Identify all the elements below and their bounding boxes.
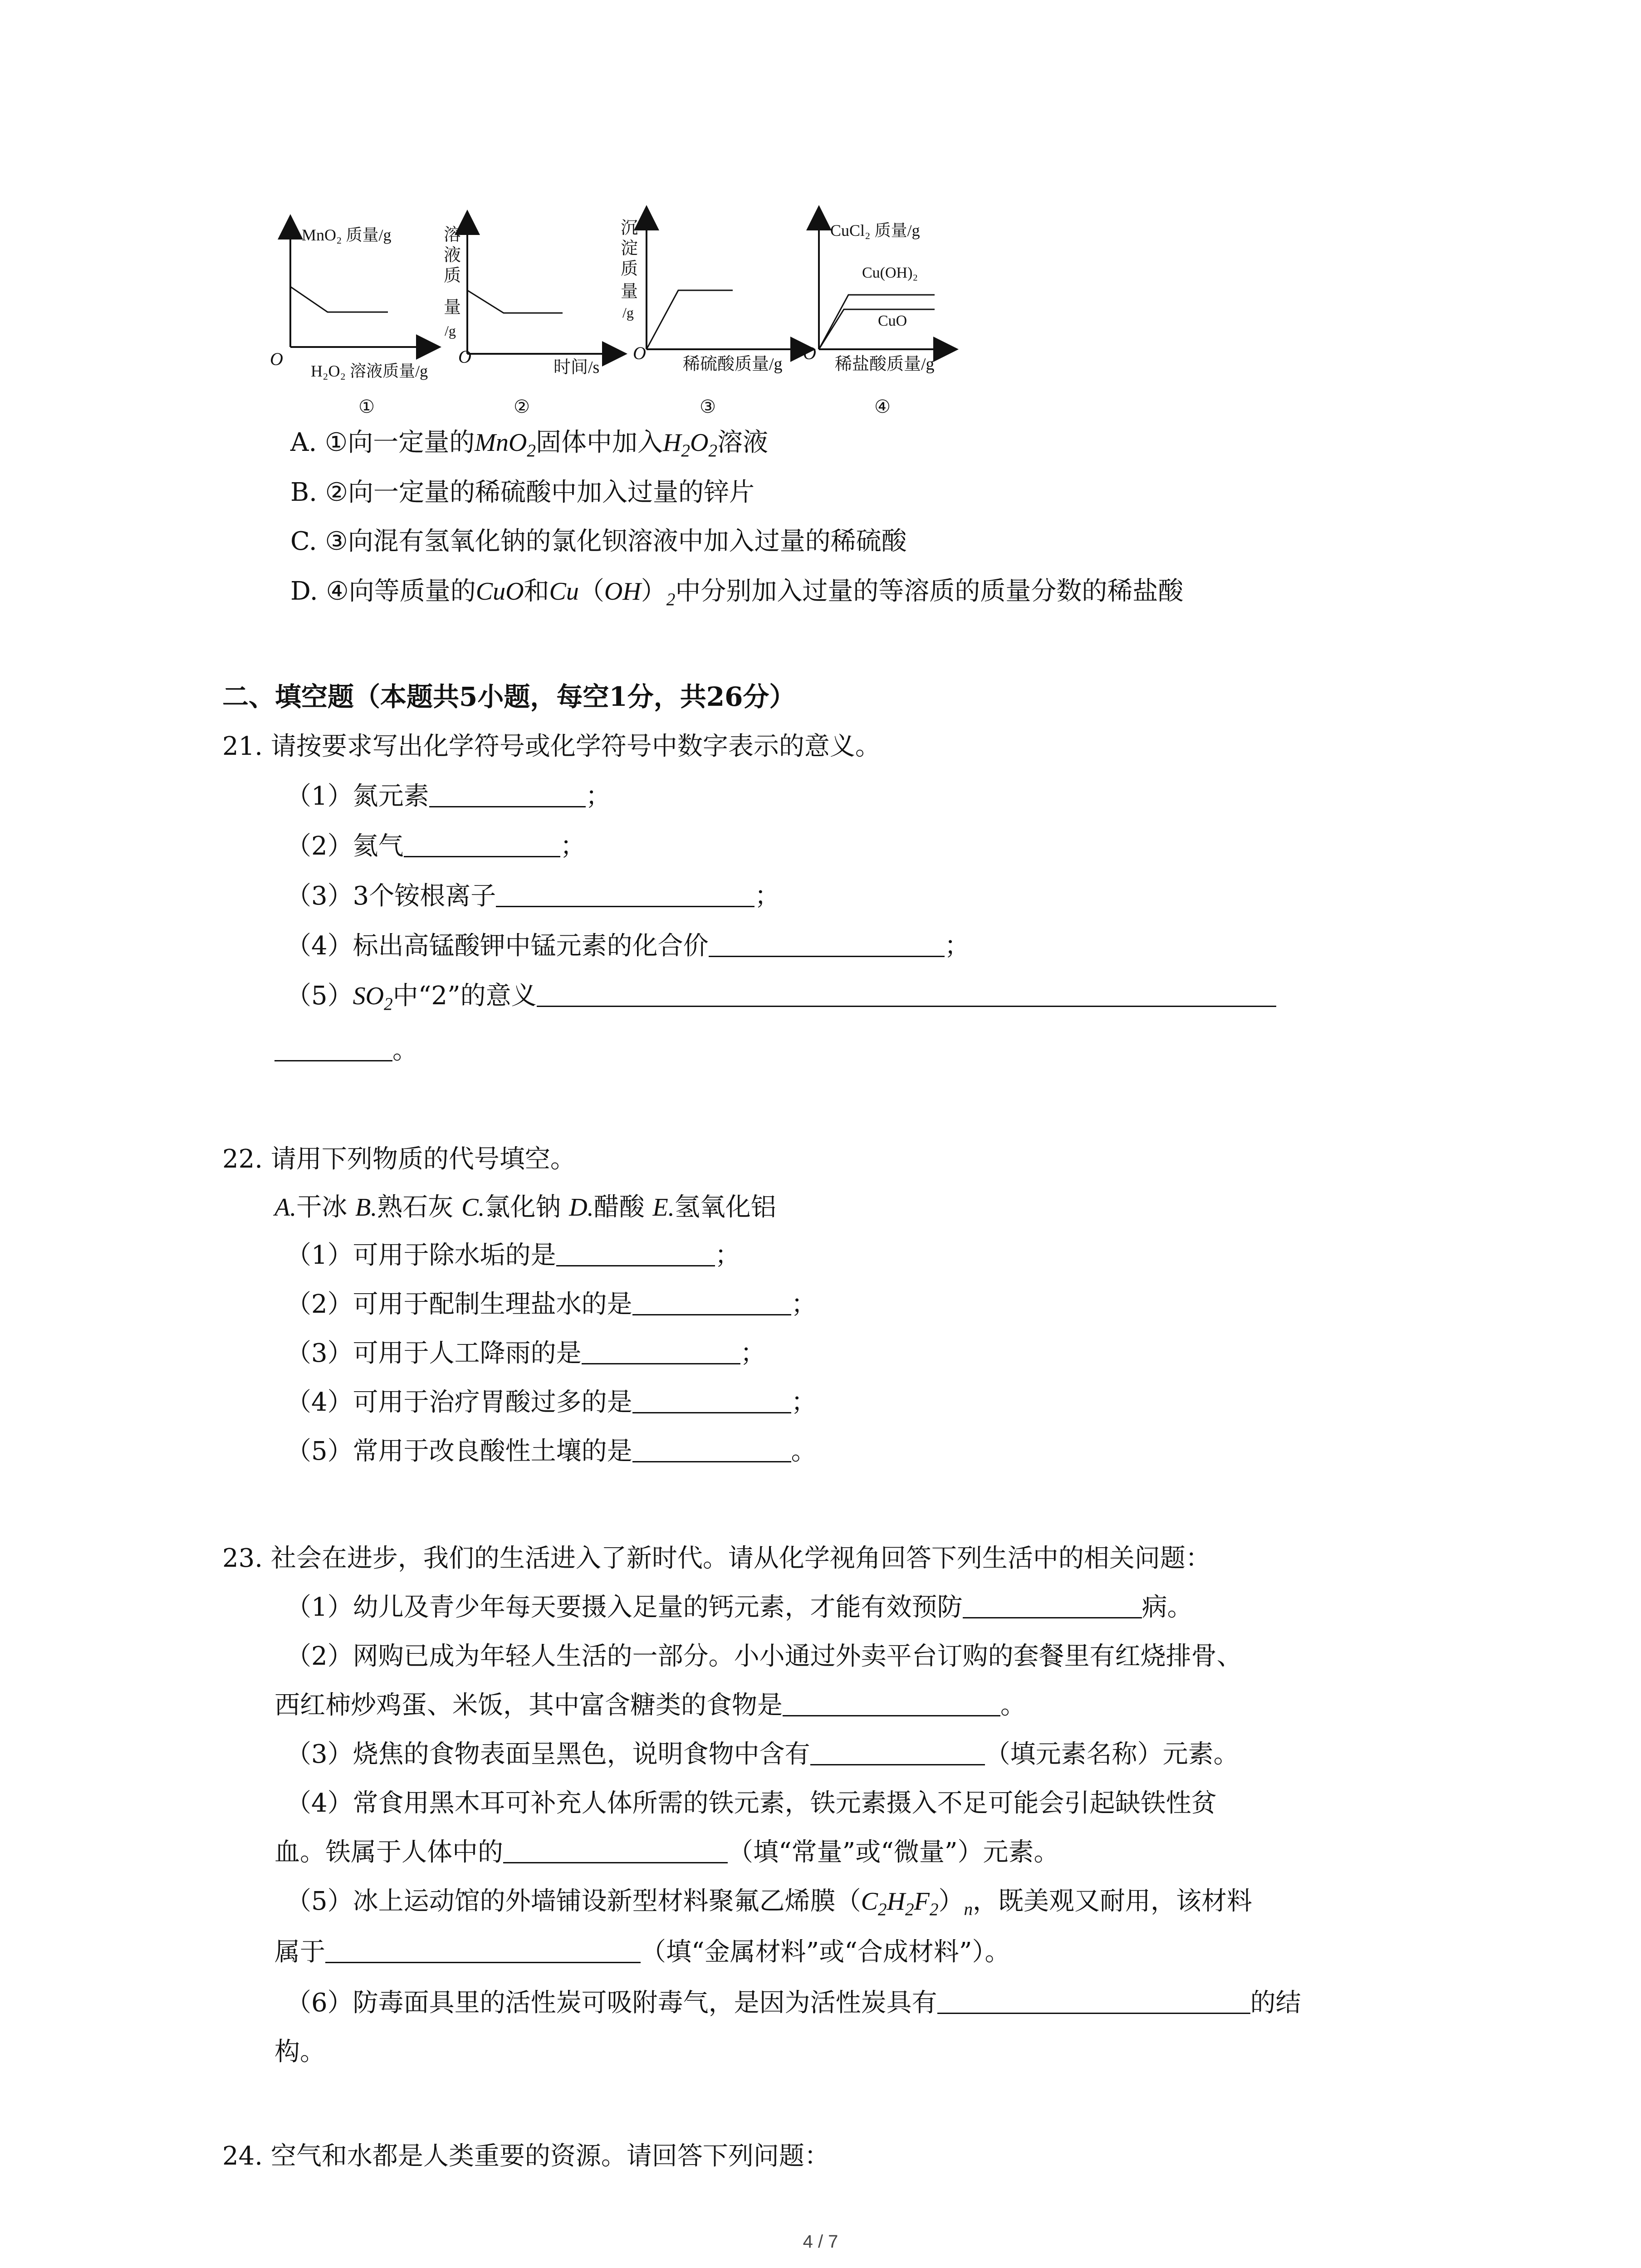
q20-option-b: B. ②向一定量的稀硫酸中加入过量的锌片 [290,478,754,507]
graph-2-origin: O [458,347,471,367]
graph-2-xlabel: 时间/s [554,358,600,377]
answer-blank[interactable] [632,1436,791,1462]
q22-item-3: （3）可用于人工降雨的是 ； [286,1339,766,1368]
q23-item-3: （3）烧焦的食物表面呈黑色，说明食物中含有 （填元素名称）元素。 [286,1740,1239,1769]
answer-blank[interactable] [556,1240,715,1266]
graph-2-ylabel-2: 液 [444,246,461,265]
q20-option-a: A. ①向一定量的MnO$_2$固体中加入$H_2O_2$溶液 [290,428,769,461]
section-heading: 二、填空题（本题共5小题，每空1分，共26分） [222,681,796,712]
q22-stem: 22. 请用下列物质的代号填空。 [222,1144,576,1174]
q21-item-2: （2）氦气 ； [286,831,586,861]
q20-option-d: D. ④向等质量的CuO和$Cu(OH)_2$中分别加入过量的等溶质的质量分数的稀盐酸 [290,577,1184,610]
answer-blank[interactable] [709,930,945,957]
graph-2 [444,222,615,417]
graph-3-ylabel-3: 质 [621,259,638,279]
q21-item-4: （4）标出高锰酸钾中锰元素的化合价 ； [286,931,970,961]
q21-item-1: （1）氮元素 ； [286,782,611,811]
answer-blank[interactable] [503,1837,728,1863]
graph-3-ylabel-4: 量 [621,282,638,301]
graph-3-ylabel-2: 淀 [621,239,638,258]
graph-3-origin: O [633,343,646,363]
answer-blank[interactable] [632,1289,791,1315]
answer-blank[interactable] [810,1739,985,1765]
graph-4-xlabel: 稀盐酸质量/g [835,355,935,374]
q23-item-5: （5）冰上运动馆的外墙铺设新型材料聚氟乙烯膜$(C_2H_2F_2)_n$，既美观又耐用，该材料 [286,1887,1253,1920]
q23-item-6: （6）防毒面具里的活性炭可吸附毒气，是因为活性炭具有 的结 [286,1988,1301,2018]
q22-item-4: （4）可用于治疗胃酸过多的是 ； [286,1388,817,1417]
q21-stem: 21. 请按要求写出化学符号或化学符号中数字表示的意义。 [222,732,881,761]
q21-item-3: （3）3个铵根离子 ； [286,881,780,911]
q23-item-2-cont: 西红柿炒鸡蛋、米饭，其中富含糖类的食物是 。 [274,1691,1026,1720]
graph-1-xlabel: H₂O₂ 溶液质量/g [311,362,428,380]
q23-item-5-cont: 属于 （填“金属材料”或“合成材料”）。 [274,1937,1010,1967]
answer-blank[interactable] [404,831,560,857]
graph-3 [621,218,803,417]
q20-option-c: C. ③向混有氢氧化钠的氯化钡溶液中加入过量的稀硫酸 [290,527,907,556]
answer-blank[interactable] [325,1936,641,1963]
q23-item-6-cont: 构。 [274,2037,325,2067]
q20-graphs [0,0,1641,445]
q22-item-1: （1）可用于除水垢的是 ； [286,1241,740,1270]
graph-1 [270,226,429,417]
graph-4-origin: O [803,343,816,363]
graph-2-ylabel-3: 质 [444,266,461,285]
answer-blank[interactable] [632,1387,791,1413]
graph-3-ylabel-1: 沉 [621,219,638,238]
q21-item-5: $(5)SO_2$中“2”的意义 [286,980,1276,1021]
q22-item-2: （2）可用于配制生理盐水的是 ； [286,1290,817,1319]
q23-item-4-cont: 血。铁属于人体中的 （填“常量”或“微量”）元素。 [274,1838,1059,1867]
graph-4 [803,218,946,417]
graph-4-curve-cuo: CuO [878,313,907,329]
answer-blank[interactable] [537,980,1276,1007]
answer-blank[interactable] [783,1690,1000,1716]
answer-blank[interactable] [274,1035,392,1061]
q22-item-5: （5）常用于改良酸性土壤的是 。 [286,1437,817,1466]
q23-stem: 23. 社会在进步，我们的生活进入了新时代。请从化学视角回答下列生活中的相关问题： [222,1544,1211,1573]
q21-item-5-cont: 。 [274,1034,418,1067]
graph-3-number: ③ [700,396,716,417]
graph-1-ylabel: MnO₂ 质量/g [302,226,392,244]
answer-blank[interactable] [963,1592,1142,1618]
answer-blank[interactable] [582,1338,740,1364]
graph-2-ylabel-5: /g [445,323,456,339]
graph-4-ylabel: CuCl₂ 质量/g [830,221,920,240]
page-number: 4 / 7 [803,2232,838,2252]
graph-2-ylabel-4: 量 [444,298,461,317]
answer-blank[interactable] [429,781,586,807]
q23-item-4: （4）常食用黑木耳可补充人体所需的铁元素，铁元素摄入不足可能会引起缺铁性贫 [286,1789,1217,1818]
q23-item-1: （1）幼儿及青少年每天要摄入足量的钙元素，才能有效预防 病。 [286,1593,1193,1622]
graph-1-number: ① [358,396,375,417]
q23-item-2: （2）网购已成为年轻人生活的一部分。小小通过外卖平台订购的套餐里有红烧排骨、 [286,1642,1242,1671]
graph-3-xlabel: 稀硫酸质量/g [683,355,783,374]
graph-1-origin: O [270,349,283,369]
q24-stem: 24. 空气和水都是人类重要的资源。请回答下列问题： [222,2141,830,2171]
answer-blank[interactable] [496,880,754,907]
graph-3-ylabel-5: /g [622,304,634,321]
graph-2-ylabel-1: 溶 [444,225,461,244]
graph-4-curve-cuoh2: Cu(OH)₂ [862,264,918,281]
answer-blank[interactable] [937,1987,1250,2014]
graph-4-number: ④ [874,396,891,417]
graph-2-number: ② [514,396,530,417]
q22-choices: A.干冰 B.熟石灰 C.氯化钠 D.醋酸 E.氢氧化铝 [274,1193,776,1222]
